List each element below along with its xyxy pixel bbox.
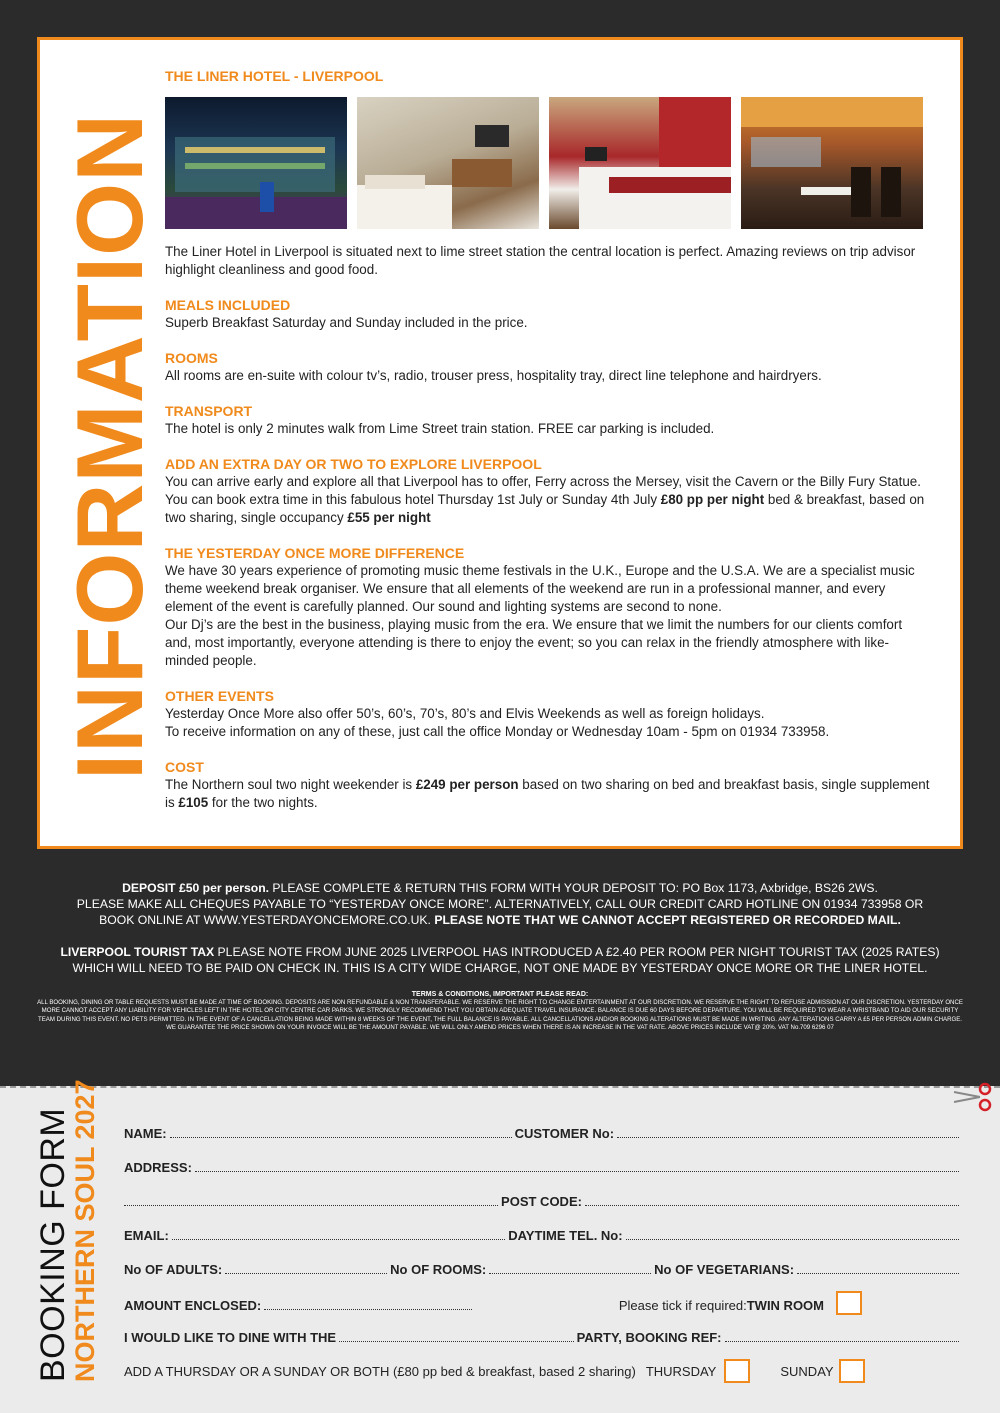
difference-section [165,544,930,670]
extra-night-price: £80 pp per night [660,492,765,507]
address-label: ADDRESS: [124,1160,192,1175]
amount-enclosed-label: AMOUNT ENCLOSED: [124,1298,262,1313]
cost-text-part: The Northern soul two night weekender is [165,777,416,792]
sunday-label: SUNDAY [780,1364,834,1379]
deposit-amount: DEPOSIT £50 per person. [122,881,270,895]
terms-title: TERMS & CONDITIONS, IMPORTANT PLEASE READ: [411,991,589,998]
meals-text: Superb Breakfast Saturday and Sunday included in the price. [165,315,528,330]
hotel-double-room-photo [549,97,731,229]
cost-heading: COST [165,759,204,775]
transport-section [165,402,930,438]
extra-text-part: You can arrive early and explore all that Liverpool has to offer, Ferry across the Mersey, visit the Cavern or the Billy Fury Statue. You can book extra time in this fabulous hotel Thursday 1st July or Sunday 4th July [165,474,921,507]
rooms-text: All rooms are en-suite with colour tv’s, radio, trouser press, hospitality tray, direct line telephone and hairdryers. [165,368,822,383]
thursday-checkbox[interactable] [724,1359,750,1383]
hotel-intro: The Liner Hotel in Liverpool is situated next to lime street station the central location is perfect. Amazing reviews on trip advisor highlight cleanliness and good food. [165,244,916,277]
meals-heading: MEALS INCLUDED [165,297,291,313]
form-row-dine [124,1330,962,1345]
rooms-field[interactable] [489,1273,651,1274]
terms-text: ALL BOOKING, DINING OR TABLE REQUESTS MUST BE MADE AT TIME OF BOOKING. DEPOSITS ARE NON REFUNDABLE & NON TRANSFERABLE. WE RESERVE THE RIGHT TO CHANGE ENTERTAINMENT AT OUR DISCRETION. WE RESERVE THE RIGHT TO REFUSE ADMISSION AT OUR DISCRETION. YESTERDAY ONCE MORE CANNOT ACCEPT ANY LIABILITY FOR VEHICLES LEFT IN THE HOTEL OR CITY CENTRE CAR PARKS. WE STRONGLY RECOMMEND THAT YOU OBTAIN ADEQUATE TRAVEL INSURANCE. BALANCE IS DUE 60 DAYS BEFORE DEPARTURE. YOU WILL BE REQUIRED TO WEAR A WRISTBAND TO AID OUR SECURITY TEAM DURING THIS EVENT. NO PETS PERMITTED. IN THE EVENT OF A CANCELLATION BEING MADE WITHIN 8 WEEKS OF THE EVENT, THE FULL BALANCE IS PAYABLE. ALL CANCELLATIONS AND/OR BOOKING ALTERATIONS MUST BE MADE IN WRITING. ANY ALTERATIONS CARRY A £5 PER PERSON ADMIN CHARGE. WE GUARANTEE THE PRICE SHOWN ON YOUR INVOICE WILL BE THE AMOUNT PAYABLE. WE WILL ONLY AMEND PRICES WHEN THERE IS AN INCREASE IN THE VAT RATE. ABOVE PRICES INCLUDE VAT@ 20%. VAT No.709 6296 07 [37,999,963,1031]
form-row-name [124,1126,962,1141]
post-code-field[interactable] [585,1205,959,1206]
tourist-tax-text: PLEASE NOTE FROM JUNE 2025 LIVERPOOL HAS INTRODUCED A £2.40 PER ROOM PER NIGHT TOURIST TAX (2025 RATES) [214,945,940,959]
sunday-checkbox[interactable] [839,1359,865,1383]
add-day-text: ADD A THURSDAY OR A SUNDAY OR BOTH (£80 pp bed & breakfast, based 2 sharing) [124,1364,636,1379]
other-events-heading: OTHER EVENTS [165,688,274,704]
single-occupancy-price: £55 per night [347,510,431,525]
meals-section [165,296,930,332]
tourist-tax-line-2: WHICH WILL NEED TO BE PAID ON CHECK IN. THIS IS A CITY WIDE CHARGE, NOT ONE MADE BY YESTERDAY ONCE MORE OR THE LINER HOTEL. [72,961,928,975]
deposit-info-band [0,880,1000,1032]
cheques-line: PLEASE MAKE ALL CHEQUES PAYABLE TO “YESTERDAY ONCE MORE”. ALTERNATIVELY, CALL OUR CREDIT CARD HOTLINE ON 01934 733958 OR [76,897,924,911]
extra-days-text [165,473,930,527]
cost-section [165,758,930,812]
transport-heading: TRANSPORT [165,403,253,419]
customer-no-field[interactable] [617,1137,959,1138]
party-booking-ref-field[interactable] [725,1341,959,1342]
other-events-section [165,687,930,741]
twin-room-checkbox[interactable] [836,1291,862,1315]
hotel-title: THE LINER HOTEL - LIVERPOOL [165,68,384,84]
form-row-extra-days [124,1359,962,1383]
adults-label: No OF ADULTS: [124,1262,223,1277]
form-row-address [124,1160,962,1175]
vegetarians-label: No OF VEGETARIANS: [654,1262,795,1277]
dine-with-field[interactable] [339,1341,573,1342]
customer-no-label: CUSTOMER No: [514,1126,615,1141]
name-label: NAME: [124,1126,167,1141]
photo-strip [165,97,930,229]
hotel-exterior-night-photo [165,97,347,229]
extra-days-section [165,455,930,527]
transport-text: The hotel is only 2 minutes walk from Lime Street train station. FREE car parking is included. [165,421,715,436]
form-row-postcode [124,1194,962,1209]
adults-field[interactable] [225,1273,387,1274]
information-content [165,68,930,812]
information-heading: INFORMATION [57,112,162,780]
form-row-counts [124,1262,962,1277]
hotel-twin-room-photo [357,97,539,229]
book-online-line [0,912,1000,928]
daytime-tel-label: DAYTIME TEL. No: [508,1228,623,1243]
form-row-email [124,1228,962,1243]
daytime-tel-field[interactable] [626,1239,959,1240]
hotel-restaurant-photo [741,97,923,229]
vegetarians-field[interactable] [797,1273,959,1274]
difference-text-1: We have 30 years experience of promoting music theme festivals in the U.K., Europe and the U.S.A. We are a specialist music theme weekend break organiser. We ensure that all elements of the weekend are run in a professional manner, and every element of the event is carefully planned. Our sound and lighting systems are second to none. [165,563,915,614]
post-code-label: POST CODE: [501,1194,582,1209]
email-field[interactable] [172,1239,505,1240]
other-events-text-2: To receive information on any of these, just call the office Monday or Wednesday 10am - 5pm on 01934 733958. [165,724,830,739]
form-row-amount [124,1291,962,1315]
deposit-line [0,880,1000,896]
tick-instruction: Please tick if required: [618,1298,747,1313]
twin-room-label: TWIN ROOM [746,1298,824,1313]
thursday-label: THURSDAY [645,1364,717,1379]
mail-notice: PLEASE NOTE THAT WE CANNOT ACCEPT REGISTERED OR RECORDED MAIL. [430,913,901,927]
difference-heading: THE YESTERDAY ONCE MORE DIFFERENCE [165,545,465,561]
booking-form-heading: BOOKING FORM [34,1107,72,1382]
deposit-address: PLEASE COMPLETE & RETURN THIS FORM WITH YOUR DEPOSIT TO: PO Box 1173, Axbridge, BS26 2WS. [269,881,878,895]
dine-with-label: I WOULD LIKE TO DINE WITH THE [124,1330,337,1345]
website-text[interactable]: BOOK ONLINE AT WWW.YESTERDAYONCEMORE.CO.UK. [99,913,431,927]
cost-text-part: based on two sharing on bed and breakfast basis, single supplement is [165,777,930,810]
email-label: EMAIL: [124,1228,169,1243]
rooms-label: No OF ROOMS: [390,1262,487,1277]
scissors-icon [952,1080,992,1114]
difference-text-2: Our Dj’s are the best in the business, playing music from the era. We ensure that we limit the numbers for our clients comfort and, most importantly, everyone attending is there to enjoy the event; so you can relax in the friendly atmosphere with like-minded people. [165,617,903,668]
amount-enclosed-field[interactable] [264,1309,472,1310]
address-field-line-2[interactable] [124,1205,498,1206]
single-supplement-price: £105 [178,795,209,810]
extra-text-part: bed & breakfast, based on two sharing, single occupancy [165,492,925,525]
tourist-tax-label: LIVERPOOL TOURIST TAX [60,945,215,959]
party-booking-ref-label: PARTY, BOOKING REF: [576,1330,722,1345]
cost-text-part: for the two nights. [208,795,318,810]
name-field[interactable] [170,1137,512,1138]
event-name: NORTHERN SOUL 2027 [70,1079,100,1382]
cost-text [165,776,930,812]
address-field[interactable] [195,1171,959,1172]
extra-days-heading: ADD AN EXTRA DAY OR TWO TO EXPLORE LIVERPOOL [165,456,542,472]
other-events-text-1: Yesterday Once More also offer 50’s, 60’s, 70’s, 80’s and Elvis Weekends as well as foreign holidays. [165,706,765,721]
rooms-section [165,349,930,385]
tourist-tax-line [0,944,1000,960]
price-per-person: £249 per person [415,777,519,792]
booking-form-title [35,1079,99,1382]
rooms-heading: ROOMS [165,350,218,366]
